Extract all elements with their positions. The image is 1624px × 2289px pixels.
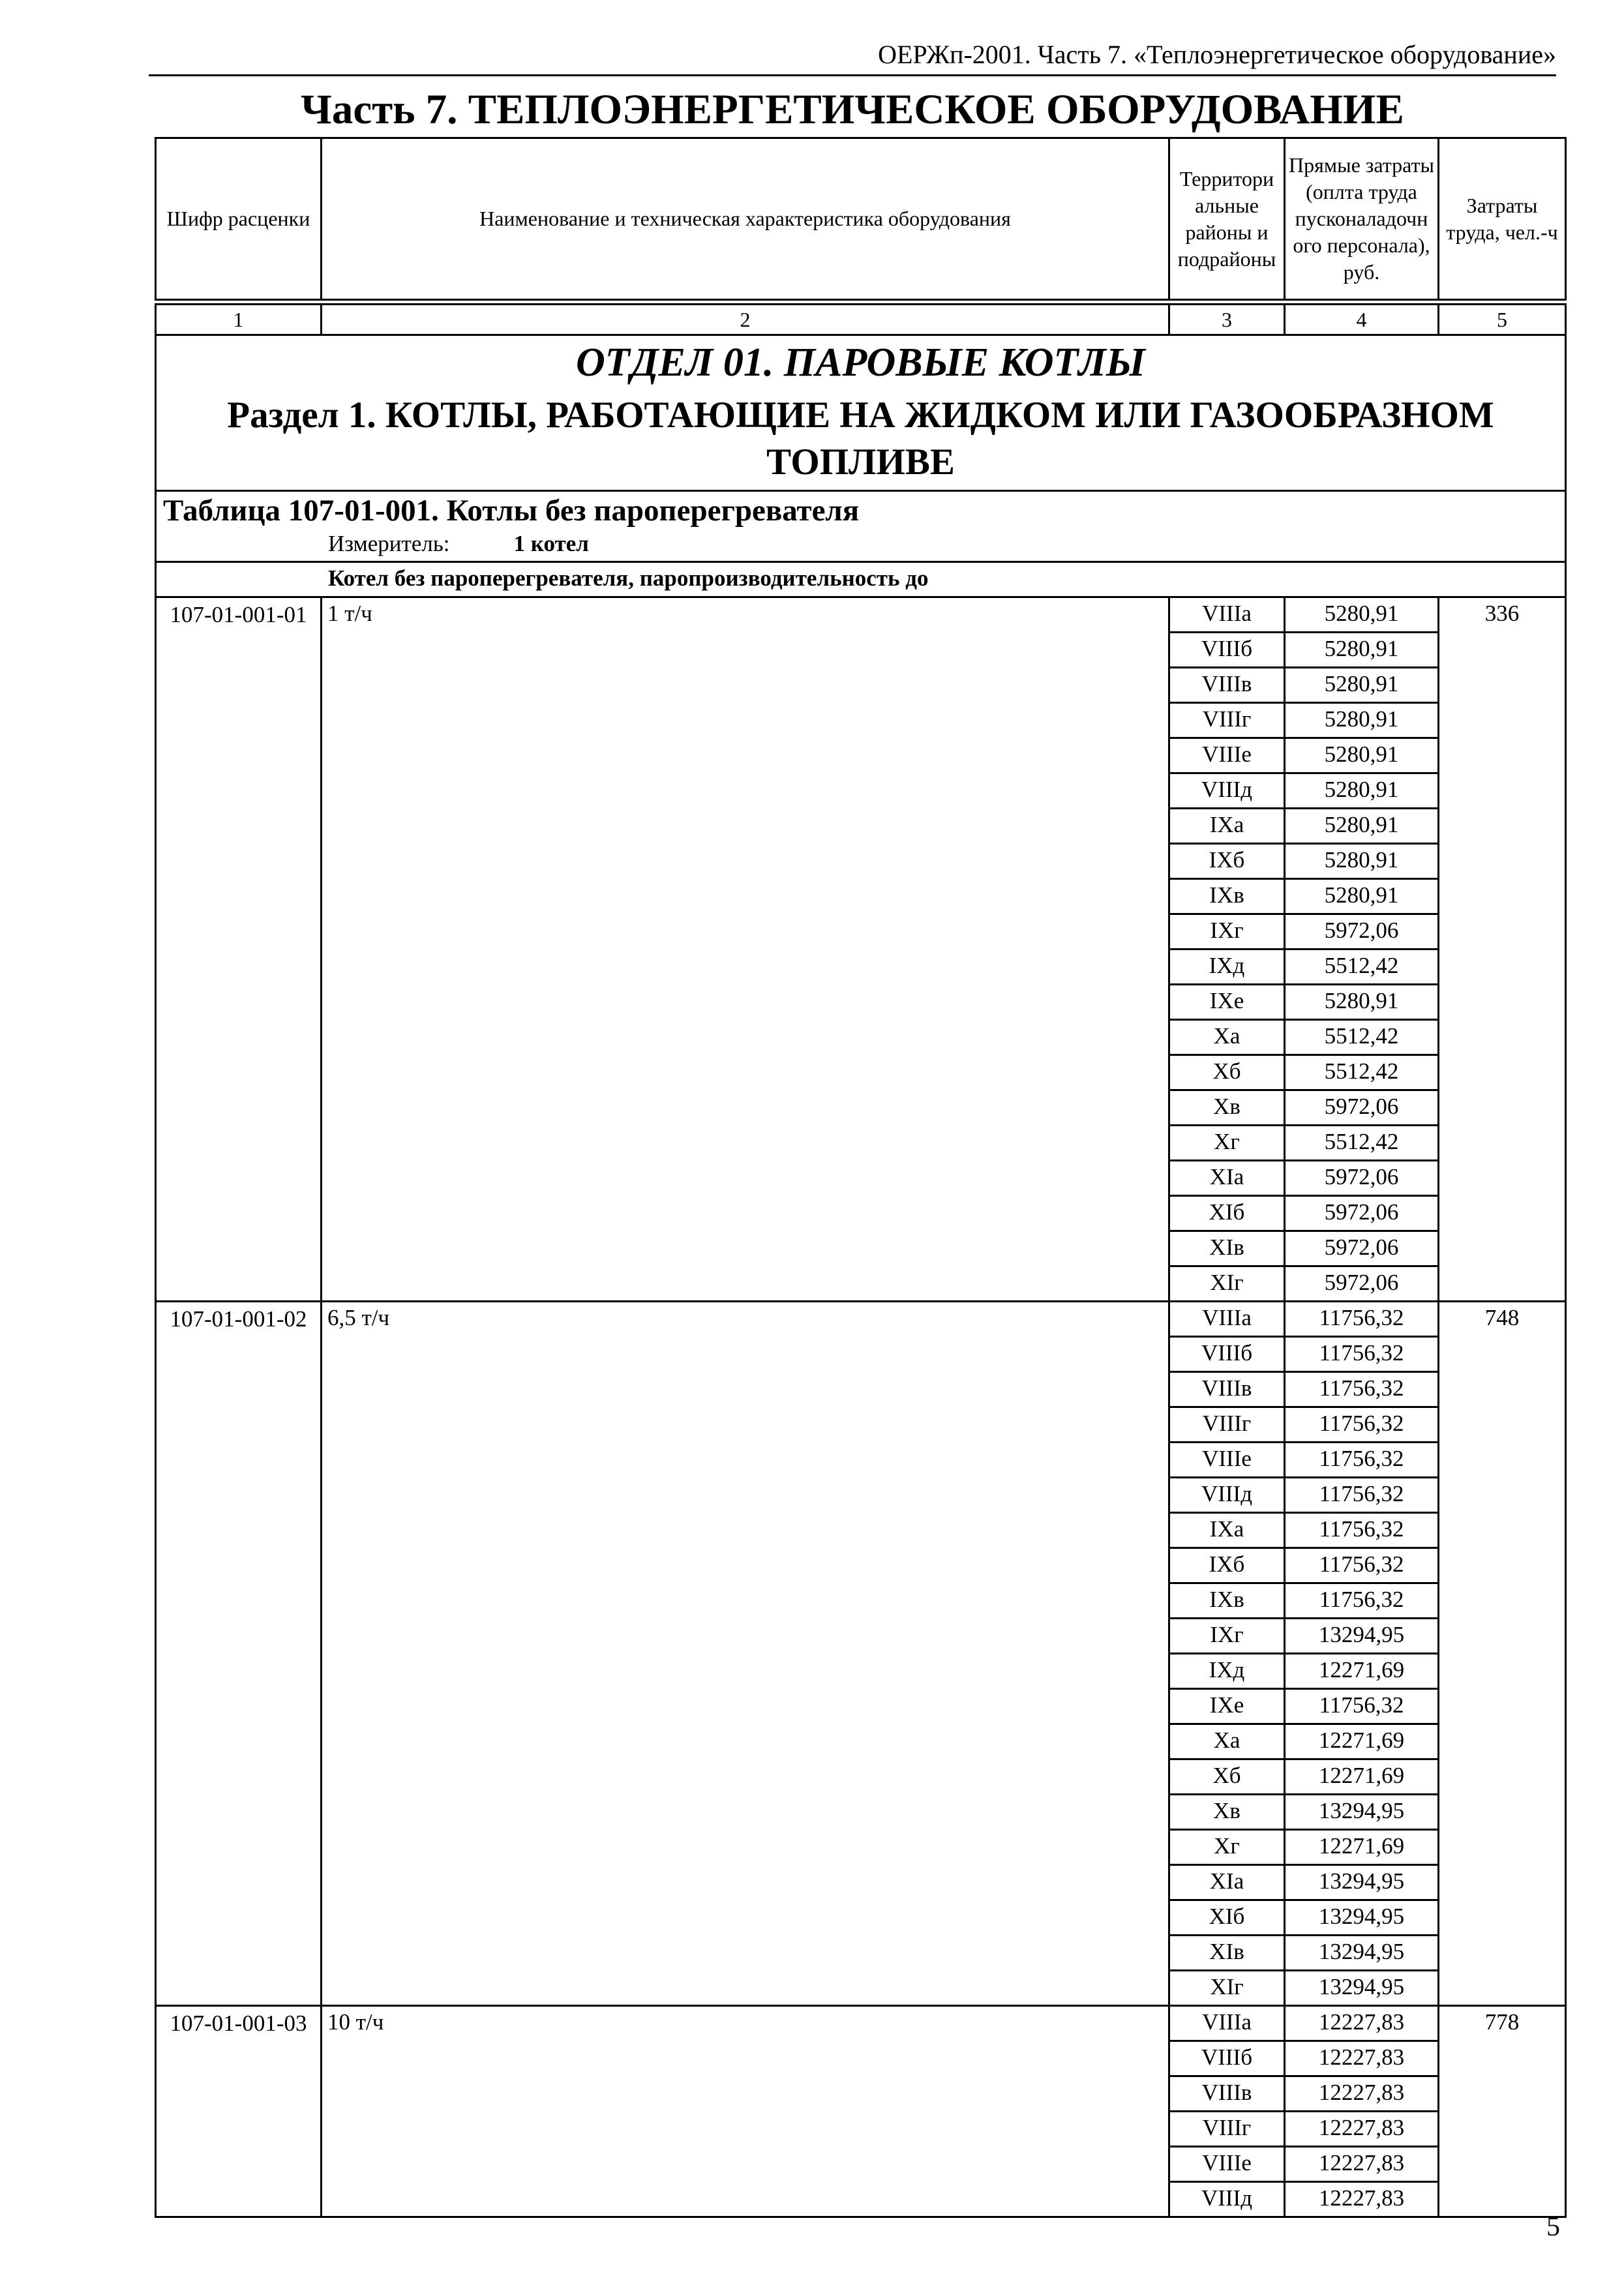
meter-line [157,530,1565,561]
direct-cost: 12271,69 [1285,1724,1439,1759]
direct-cost: 11756,32 [1285,1302,1439,1337]
direct-cost: 11756,32 [1285,1337,1439,1372]
column-header-code: Шифр расценки [156,138,322,300]
direct-cost: 5972,06 [1285,1266,1439,1302]
table-title-row [156,491,1566,562]
direct-cost: 12271,69 [1285,1759,1439,1795]
region-code: Xг [1169,1830,1285,1865]
direct-cost: 5280,91 [1285,668,1439,703]
region-code: VIIIд [1169,773,1285,809]
part-title: Часть 7. ТЕПЛОЭНЕРГЕТИЧЕСКОЕ ОБОРУДОВАНИЕ [301,86,1404,133]
region-code: VIIIв [1169,2076,1285,2112]
column-number-row [156,305,1566,335]
direct-cost: 12227,83 [1285,2076,1439,2112]
equipment-name: 6,5 т/ч [322,1302,1169,2006]
direct-cost: 13294,95 [1285,1619,1439,1654]
direct-cost: 5280,91 [1285,879,1439,914]
direct-cost: 11756,32 [1285,1513,1439,1548]
region-code: IXб [1169,844,1285,879]
column-number: 1 [156,305,322,335]
direct-cost: 11756,32 [1285,1583,1439,1619]
table-subheading: Котел без пароперегревателя, паропроизводительность до [156,562,1566,597]
region-code: XIa [1169,1161,1285,1196]
region-code: IXa [1169,1513,1285,1548]
table-row [156,597,1566,633]
direct-cost: 13294,95 [1285,1865,1439,1900]
direct-cost: 13294,95 [1285,1971,1439,2006]
region-code: XIб [1169,1196,1285,1231]
table-title: Таблица 107-01-001. Котлы без пароперегревателя [163,494,860,528]
direct-cost: 12227,83 [1285,2147,1439,2182]
direct-cost: 12271,69 [1285,1654,1439,1689]
column-number: 2 [322,305,1169,335]
region-code: IXв [1169,1583,1285,1619]
region-code: VIIIв [1169,1372,1285,1407]
direct-cost: 12227,83 [1285,2041,1439,2076]
region-code: VIIIг [1169,2112,1285,2147]
region-code: IXд [1169,1654,1285,1689]
column-header-table [155,137,1567,301]
rate-code: 107-01-001-03 [156,2006,322,2217]
direct-cost: 11756,32 [1285,1548,1439,1583]
region-code: IXa [1169,809,1285,844]
region-code: VIIIг [1169,703,1285,738]
direct-cost: 5280,91 [1285,809,1439,844]
equipment-name: 10 т/ч [322,2006,1169,2217]
direct-cost: 5512,42 [1285,950,1439,985]
column-number: 3 [1169,305,1285,335]
direct-cost: 5972,06 [1285,1196,1439,1231]
direct-cost: 5280,91 [1285,738,1439,773]
region-code: VIIIa [1169,1302,1285,1337]
region-code: VIIIe [1169,1443,1285,1478]
direct-cost: 11756,32 [1285,1689,1439,1724]
region-code: Xa [1169,1724,1285,1759]
direct-cost: 5972,06 [1285,1161,1439,1196]
direct-cost: 11756,32 [1285,1372,1439,1407]
department-cell [156,335,1566,491]
table-row [156,1302,1566,1337]
region-code: VIIIг [1169,1407,1285,1443]
direct-cost: 5280,91 [1285,985,1439,1020]
direct-cost: 5972,06 [1285,914,1439,950]
equipment-name: 1 т/ч [322,597,1169,1302]
rates-body [156,335,1566,2217]
meter-value: 1 котел [513,531,589,556]
region-code: IXe [1169,1689,1285,1724]
region-code: VIIIб [1169,2041,1285,2076]
region-code: XIб [1169,1900,1285,1936]
region-code: Xв [1169,1795,1285,1830]
region-code: VIIIд [1169,2182,1285,2217]
direct-cost: 13294,95 [1285,1936,1439,1971]
column-header-row [156,138,1566,300]
direct-cost: 5280,91 [1285,844,1439,879]
column-number: 5 [1439,305,1566,335]
region-code: VIIIв [1169,668,1285,703]
region-code: IXг [1169,1619,1285,1654]
direct-cost: 12227,83 [1285,2112,1439,2147]
meter-label: Измеритель: [328,531,450,556]
region-code: XIв [1169,1936,1285,1971]
region-code: VIIIд [1169,1478,1285,1513]
direct-cost: 13294,95 [1285,1900,1439,1936]
labor-cost: 748 [1439,1302,1566,2006]
direct-cost: 5972,06 [1285,1231,1439,1266]
column-header-name: Наименование и техническая характеристика оборудования [322,138,1169,300]
region-code: Xг [1169,1126,1285,1161]
direct-cost: 5512,42 [1285,1055,1439,1090]
region-code: XIв [1169,1231,1285,1266]
region-code: XIa [1169,1865,1285,1900]
direct-cost: 11756,32 [1285,1407,1439,1443]
region-code: VIIIб [1169,633,1285,668]
region-code: Xб [1169,1055,1285,1090]
region-code: VIIIa [1169,597,1285,633]
region-code: XIг [1169,1266,1285,1302]
region-code: IXд [1169,950,1285,985]
direct-cost: 11756,32 [1285,1478,1439,1513]
direct-cost: 11756,32 [1285,1443,1439,1478]
direct-cost: 12227,83 [1285,2182,1439,2217]
region-code: VIIIe [1169,738,1285,773]
region-code: IXe [1169,985,1285,1020]
direct-cost: 5972,06 [1285,1090,1439,1126]
direct-cost: 5512,42 [1285,1126,1439,1161]
column-number-table [155,303,1567,336]
region-code: VIIIe [1169,2147,1285,2182]
region-code: XIг [1169,1971,1285,2006]
labor-cost: 336 [1439,597,1566,1302]
direct-cost: 5280,91 [1285,597,1439,633]
region-code: VIIIa [1169,2006,1285,2041]
direct-cost: 5280,91 [1285,773,1439,809]
direct-cost: 5512,42 [1285,1020,1439,1055]
labor-cost: 778 [1439,2006,1566,2217]
column-number: 4 [1285,305,1439,335]
subheading-row [156,562,1566,597]
page-number: 5 [1546,2212,1560,2242]
rate-code: 107-01-001-01 [156,597,322,1302]
region-code: Xa [1169,1020,1285,1055]
direct-cost: 12227,83 [1285,2006,1439,2041]
direct-cost: 5280,91 [1285,703,1439,738]
table-row [156,2006,1566,2041]
direct-cost: 12271,69 [1285,1830,1439,1865]
section-title: Раздел 1. КОТЛЫ, РАБОТАЮЩИЕ НА ЖИДКОМ ИЛИ ГАЗООБРАЗНОМ ТОПЛИВЕ [227,395,1494,483]
header-rule [149,74,1556,76]
column-header-labor: Затраты труда, чел.-ч [1439,138,1566,300]
department-row [156,335,1566,491]
region-code: IXб [1169,1548,1285,1583]
table-title-cell [156,491,1566,562]
region-code: IXв [1169,879,1285,914]
region-code: VIIIб [1169,1337,1285,1372]
direct-cost: 13294,95 [1285,1795,1439,1830]
region-code: Xб [1169,1759,1285,1795]
region-code: IXг [1169,914,1285,950]
running-header: ОЕРЖп-2001. Часть 7. «Теплоэнергетическое оборудование» [878,40,1556,69]
region-code: Xв [1169,1090,1285,1126]
rate-code: 107-01-001-02 [156,1302,322,2006]
direct-cost: 5280,91 [1285,633,1439,668]
column-header-cost: Прямые затраты (оплта труда пусконаладочн ого персонала), руб. [1285,138,1439,300]
department-title: ОТДЕЛ 01. ПАРОВЫЕ КОТЛЫ [575,340,1146,385]
rates-table [155,334,1567,2218]
column-header-region: Территори альные районы и подрайоны [1169,138,1285,300]
